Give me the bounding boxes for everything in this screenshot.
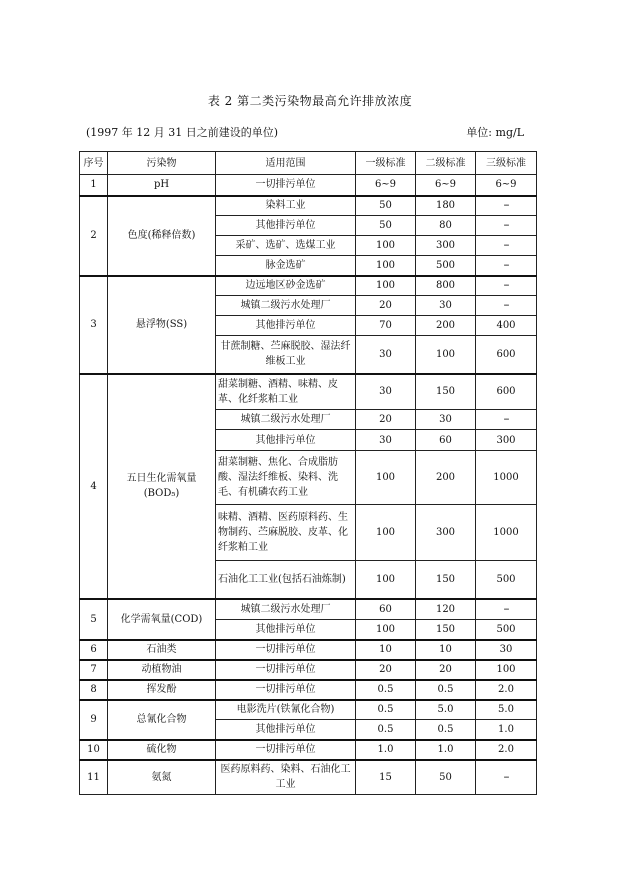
level2-cell: 1.0	[416, 740, 476, 760]
level1-cell: 50	[356, 216, 416, 236]
level3-cell: 100	[476, 660, 537, 680]
row-number-cell: 10	[80, 740, 108, 760]
level3-cell: --	[476, 216, 537, 236]
table-row	[80, 599, 537, 620]
header-pollutant: 污染物	[108, 152, 216, 175]
header-no: 序号	[80, 152, 108, 175]
level2-cell: 30	[416, 296, 476, 316]
level2-cell: 80	[416, 216, 476, 236]
pollutant-cell: 动植物油	[108, 660, 216, 680]
pollutant-cell: 氨氮	[108, 760, 216, 795]
level1-cell: 20	[356, 410, 416, 430]
table-subtitle: (1997 年 12 月 31 日之前建设的单位)	[86, 126, 279, 139]
scope-cell: 一切排污单位	[216, 680, 356, 700]
level2-cell: 500	[416, 256, 476, 276]
level1-cell: 100	[356, 620, 416, 640]
level1-cell: 100	[356, 451, 416, 505]
scope-cell: 脉金选矿	[216, 256, 356, 276]
level3-cell: --	[476, 410, 537, 430]
pollutant-cell: 色度(稀释倍数)	[108, 196, 216, 276]
level1-cell: 1.0	[356, 740, 416, 760]
scope-cell: 石油化工工业(包括石油炼制)	[216, 561, 356, 599]
pollutant-cell: 石油类	[108, 640, 216, 660]
level3-cell: --	[476, 296, 537, 316]
level3-cell: 2.0	[476, 680, 537, 700]
scope-cell: 一切排污单位	[216, 660, 356, 680]
level2-cell: 120	[416, 599, 476, 620]
level2-cell: 5.0	[416, 700, 476, 720]
level2-cell: 150	[416, 561, 476, 599]
table-row	[80, 640, 537, 660]
pollutant-cell: 悬浮物(SS)	[108, 276, 216, 374]
level3-cell: 500	[476, 620, 537, 640]
level2-cell: 0.5	[416, 680, 476, 700]
level3-cell: --	[476, 196, 537, 216]
header-level2: 二级标准	[416, 152, 476, 175]
level2-cell: 10	[416, 640, 476, 660]
scope-cell: 城镇二级污水处理厂	[216, 599, 356, 620]
table-row	[80, 196, 537, 216]
level1-cell: 100	[356, 561, 416, 599]
level3-cell: 1000	[476, 451, 537, 505]
scope-cell: 采矿、选矿、选煤工业	[216, 236, 356, 256]
level3-cell: --	[476, 256, 537, 276]
level3-cell: 500	[476, 561, 537, 599]
level2-cell: 180	[416, 196, 476, 216]
table-row	[80, 680, 537, 700]
level2-cell: 30	[416, 410, 476, 430]
level1-cell: 60	[356, 599, 416, 620]
level1-cell: 100	[356, 236, 416, 256]
pollutant-cell: 硫化物	[108, 740, 216, 760]
level2-cell: 200	[416, 451, 476, 505]
table-row	[80, 374, 537, 410]
level3-cell: 300	[476, 430, 537, 451]
row-number-cell: 9	[80, 700, 108, 740]
table-row	[80, 175, 537, 196]
pollutant-cell: 总氰化合物	[108, 700, 216, 740]
level3-cell: 400	[476, 316, 537, 336]
level2-cell: 800	[416, 276, 476, 296]
scope-cell: 甜菜制糖、焦化、合成脂肪酸、湿法纤维板、染料、洗毛、有机磷农药工业	[216, 451, 356, 505]
row-number-cell: 1	[80, 175, 108, 196]
row-number-cell: 5	[80, 599, 108, 640]
table-row	[80, 760, 537, 795]
level2-cell: 0.5	[416, 720, 476, 740]
row-number-cell: 4	[80, 374, 108, 599]
header-level1: 一级标准	[356, 152, 416, 175]
level1-cell: 100	[356, 276, 416, 296]
scope-cell: 其他排污单位	[216, 430, 356, 451]
level3-cell: 1000	[476, 505, 537, 561]
level2-cell: 6~9	[416, 175, 476, 196]
level3-cell: 2.0	[476, 740, 537, 760]
pollutant-cell: pH	[108, 175, 216, 196]
scope-cell: 染料工业	[216, 196, 356, 216]
level2-cell: 60	[416, 430, 476, 451]
row-number-cell: 7	[80, 660, 108, 680]
level1-cell: 0.5	[356, 700, 416, 720]
scope-cell: 一切排污单位	[216, 740, 356, 760]
level2-cell: 20	[416, 660, 476, 680]
pollutant-cell: 化学需氧量(COD)	[108, 599, 216, 640]
scope-cell: 城镇二级污水处理厂	[216, 410, 356, 430]
level1-cell: 100	[356, 505, 416, 561]
row-number-cell: 3	[80, 276, 108, 374]
row-number-cell: 8	[80, 680, 108, 700]
level2-cell: 200	[416, 316, 476, 336]
row-number-cell: 11	[80, 760, 108, 795]
level3-cell: 6~9	[476, 175, 537, 196]
table-row	[80, 740, 537, 760]
table-title: 表 2 第二类污染物最高允许排放浓度	[207, 94, 413, 108]
scope-cell: 其他排污单位	[216, 216, 356, 236]
scope-cell: 其他排污单位	[216, 620, 356, 640]
scope-cell: 其他排污单位	[216, 720, 356, 740]
header-level3: 三级标准	[476, 152, 537, 175]
level3-cell: 1.0	[476, 720, 537, 740]
row-number-cell: 6	[80, 640, 108, 660]
scope-cell: 其他排污单位	[216, 316, 356, 336]
scope-cell: 边远地区砂金选矿	[216, 276, 356, 296]
scope-cell: 甜菜制糖、酒精、味精、皮革、化纤浆粕工业	[216, 374, 356, 410]
table-row	[80, 660, 537, 680]
header-scope: 适用范围	[216, 152, 356, 175]
level3-cell: 30	[476, 640, 537, 660]
row-number-cell: 2	[80, 196, 108, 276]
table-row	[80, 700, 537, 720]
level1-cell: 50	[356, 196, 416, 216]
level1-cell: 30	[356, 336, 416, 374]
scope-cell: 味精、酒精、医药原料药、生物制药、苎麻脱胶、皮革、化纤浆粕工业	[216, 505, 356, 561]
level2-cell: 150	[416, 374, 476, 410]
table-header-row	[80, 152, 537, 175]
level1-cell: 100	[356, 256, 416, 276]
scope-cell: 甘蔗制糖、苎麻脱胶、湿法纤维板工业	[216, 336, 356, 374]
level2-cell: 150	[416, 620, 476, 640]
pollutant-cell: 挥发酚	[108, 680, 216, 700]
level1-cell: 10	[356, 640, 416, 660]
level2-cell: 300	[416, 505, 476, 561]
scope-cell: 一切排污单位	[216, 640, 356, 660]
level1-cell: 6~9	[356, 175, 416, 196]
scope-cell: 城镇二级污水处理厂	[216, 296, 356, 316]
level1-cell: 30	[356, 430, 416, 451]
level2-cell: 100	[416, 336, 476, 374]
level1-cell: 0.5	[356, 680, 416, 700]
level3-cell: --	[476, 276, 537, 296]
pollutant-standards-table	[79, 151, 537, 795]
level2-cell: 300	[416, 236, 476, 256]
scope-cell: 一切排污单位	[216, 175, 356, 196]
level3-cell: 600	[476, 374, 537, 410]
level3-cell: 5.0	[476, 700, 537, 720]
scope-cell: 电影洗片(铁氰化合物)	[216, 700, 356, 720]
level1-cell: 70	[356, 316, 416, 336]
level1-cell: 20	[356, 296, 416, 316]
level1-cell: 0.5	[356, 720, 416, 740]
scope-cell: 医药原料药、染料、石油化工工业	[216, 760, 356, 795]
level1-cell: 20	[356, 660, 416, 680]
level3-cell: --	[476, 236, 537, 256]
level3-cell: --	[476, 599, 537, 620]
table-row	[80, 276, 537, 296]
level2-cell: 50	[416, 760, 476, 795]
pollutant-cell: 五日生化需氧量(BOD₅)	[108, 374, 216, 599]
level3-cell: --	[476, 760, 537, 795]
table-body	[80, 175, 537, 795]
unit-label: 单位: mg/L	[466, 126, 524, 139]
level3-cell: 600	[476, 336, 537, 374]
level1-cell: 15	[356, 760, 416, 795]
level1-cell: 30	[356, 374, 416, 410]
